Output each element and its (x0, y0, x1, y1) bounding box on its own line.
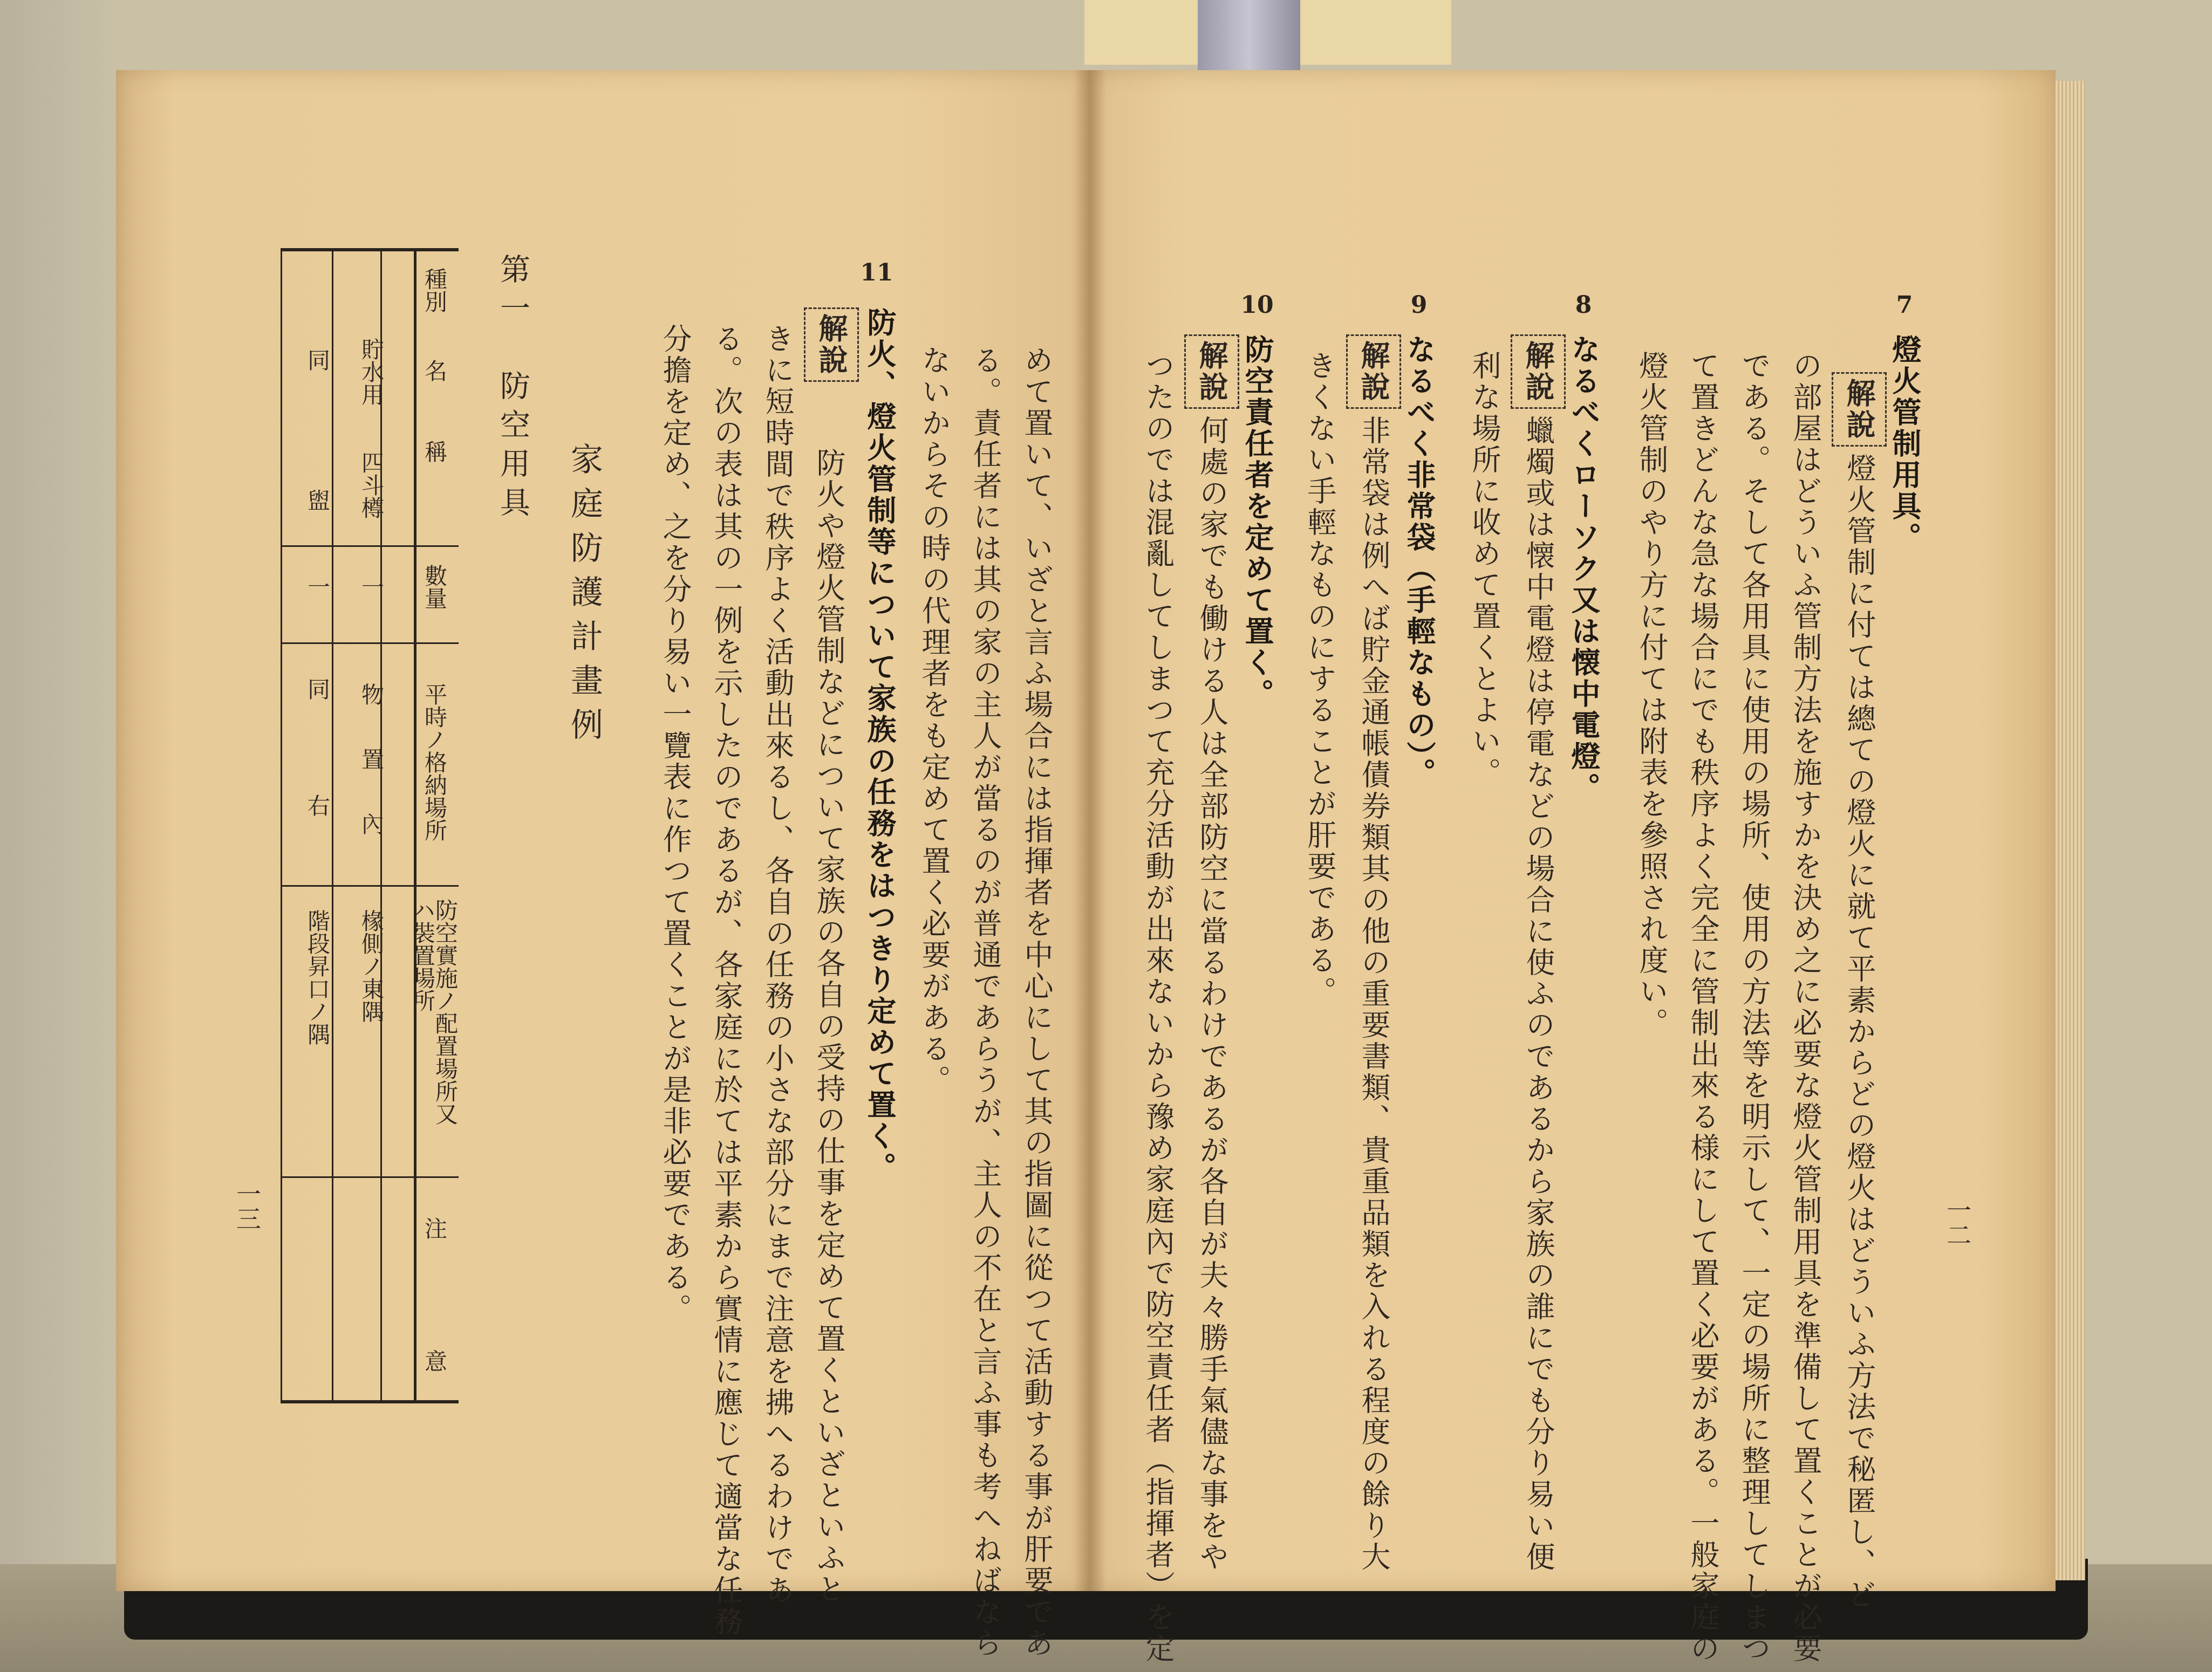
table-header-note: 注 意 (421, 1217, 448, 1394)
item-heading-11: 防火、燈火管制等について家族の任務をはつきり定めて置く。 (863, 307, 897, 1183)
table-cell-qty: 一 (358, 575, 385, 598)
item-11-line-1-text: 防火や燈火管制などについて家族の各自の受持の仕事を定めて置くといざといふと (812, 448, 846, 1605)
table-row-line (281, 1176, 459, 1178)
item-heading-7: 燈火管制用具。 (1888, 334, 1922, 553)
table-cell-qty: 一 (304, 575, 331, 598)
item-8-line-2: 利な場所に收めて置くとよい。 (1467, 351, 1501, 789)
table-row-line (281, 642, 459, 644)
page-edges (2056, 81, 2085, 1580)
item-7-line-3: である。そして各用具に使用の場所、使用の方法等を明示して、一定の場所に整理してしまつ (1737, 351, 1771, 1664)
table-header-divider (414, 251, 417, 1400)
table-divider (332, 251, 333, 1400)
item-number-9: 9 (1410, 291, 1428, 319)
table-cell-storage: 同 右 (304, 677, 331, 823)
continuation-line-2: る。責任者には其の家の主人が當るのが普通であらうが、主人の不在と言ふ事も考へねばなら (968, 345, 1002, 1659)
item-7-line-1: 解說燈火管制に付ては總ての燈火に就て平素からどの燈火はどういふ方法で秘匿し、ど (1832, 372, 1887, 1611)
page-number-right: 一二 (1943, 1197, 1972, 1247)
bookmark-ribbon (1198, 0, 1300, 70)
item-11-line-4: 分擔を定め、之を分り易い一覽表に作つて置くことが是非必要である。 (658, 324, 692, 1325)
item-number-10: 10 (1240, 291, 1274, 319)
continuation-line-1: めて置いて、いざと言ふ場合には指揮者を中心にして其の指圖に從つて活動する事が肝要であ (1020, 345, 1054, 1659)
book-gutter (1074, 70, 1106, 1591)
item-10-line-2: つたのでは混亂してしまつて充分活動が出來ないから豫め家庭內で防空責任者（指揮者）を定 (1141, 351, 1175, 1664)
table-cell-name: 四斗樽 (358, 451, 385, 519)
item-7-line-4: て置きどんな急な場合にでも秩序よく完全に管制出來る様にして置く必要がある。一般家庭の (1686, 351, 1720, 1664)
table-cell-kind: 貯水用 (358, 338, 385, 406)
item-heading-10: 防空責任者を定めて置く。 (1240, 334, 1275, 710)
table-cell-name: 盥 (304, 489, 331, 511)
table-row-line (281, 545, 459, 547)
item-11-line-2: きに短時間で秩序よく活動出來るし、各自の任務の小さな部分にまで注意を拂へるわけであ (761, 324, 795, 1606)
table-row-line (281, 885, 459, 887)
equipment-table (281, 248, 459, 1403)
table-header-placement-2: ハ裝置場所 (409, 899, 436, 1012)
page-number-left: 一三 (233, 1181, 262, 1231)
table-header-qty: 數量 (421, 564, 448, 609)
table-header-name: 名 稱 (421, 359, 448, 467)
table-header-storage: 平時ノ格納場所 (421, 683, 448, 841)
commentary-badge: 解說 (1511, 334, 1566, 409)
commentary-badge: 解說 (1832, 372, 1887, 447)
cardboard-background (0, 0, 113, 1672)
item-11-line-3: る。次の表は其の一例を示したのであるが、各家庭に於ては平素から實情に應じて適當な任務 (709, 324, 743, 1637)
item-heading-9: なるべく非常袋（手輕なもの）。 (1402, 334, 1437, 789)
commentary-badge: 解說 (804, 307, 859, 382)
item-7-line-5: 燈火管制のやり方に付ては附表を參照され度い。 (1635, 351, 1669, 1039)
item-number-11: 11 (860, 259, 893, 286)
table-header-kind: 種別 (421, 268, 448, 313)
commentary-badge: 解說 (1184, 334, 1239, 409)
item-heading-8: なるべくローソク又は懐中電燈。 (1567, 334, 1601, 804)
item-7-line-2: の部屋はどういふ管制方法を施すかを決め之に必要な燈火管制用具を準備して置くことが必要 (1788, 351, 1822, 1664)
item-9-line-1: 解說非常袋は例へば貯金通帳債券類其の他の重要書類、貴重品類を入れる程度の餘り大 (1346, 334, 1401, 1573)
table-header-placement-1: 防空實施ノ配置場所又 (432, 899, 459, 1125)
continuation-line-3: ないからその時の代理者をも定めて置く必要がある。 (917, 345, 951, 1096)
item-8-line-1: 解說蠟燭或は懐中電燈は停電などの場合に使ふのであるから家族の誰にでも分り易い便 (1511, 334, 1566, 1573)
table-cell-placement: 椽側ノ東隅 (358, 909, 385, 1023)
section-heading: 第一 防空用具 (495, 253, 530, 525)
table-cell-placement: 階段昇口ノ隅 (304, 909, 331, 1045)
table-border-left (281, 251, 282, 1400)
document-title: 家庭防護計畫例 (565, 442, 603, 752)
item-number-8: 8 (1575, 291, 1592, 319)
table-cell-kind: 同 (304, 348, 331, 371)
item-11-line-1 (804, 307, 859, 388)
table-cell-storage: 物 置 內 (358, 683, 385, 845)
item-9-line-2: きくない手輕なものにすることが肝要である。 (1303, 351, 1337, 1008)
item-number-7: 7 (1896, 291, 1913, 319)
item-10-line-1: 解說何處の家でも働ける人は全部防空に當るわけであるが各自が夫々勝手氣儘な事をや (1184, 334, 1239, 1573)
commentary-badge: 解說 (1346, 334, 1401, 409)
